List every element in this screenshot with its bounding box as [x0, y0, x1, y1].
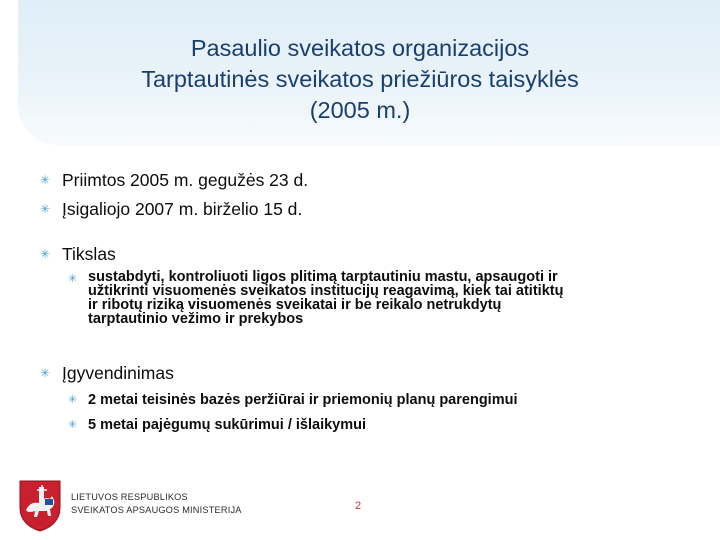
star-bullet-icon: ✳ — [40, 247, 51, 261]
title-line-1: Pasaulio sveikatos organizacijos — [190, 35, 530, 61]
lithuanian-coat-of-arms-icon — [17, 478, 63, 533]
sub-bullet-purpose-detail — [68, 270, 563, 326]
star-bullet-icon: ✳ — [40, 366, 51, 380]
purpose-detail-line-1: sustabdyti, kontroliuoti ligos plitimą tarptautiniu mastu, apsaugoti ir — [88, 269, 558, 285]
logo-text — [71, 491, 242, 517]
bullet-effective — [40, 198, 302, 220]
sub-bullet-implementation-1 — [68, 391, 517, 409]
bullet-adopted — [40, 169, 308, 191]
bullet-purpose-text: Tikslas — [62, 244, 116, 264]
star-bullet-icon: ✳ — [68, 394, 78, 406]
bullet-implementation — [40, 362, 174, 384]
slide-title — [40, 33, 680, 126]
bullet-effective-text: Įsigaliojo 2007 m. birželio 15 d. — [62, 199, 303, 219]
star-bullet-icon: ✳ — [40, 202, 51, 216]
logo-line-2: SVEIKATOS APSAUGOS MINISTERIJA — [71, 505, 242, 515]
title-line-3: (2005 m.) — [309, 97, 411, 123]
purpose-detail-line-2: užtikrinti visuomenės sveikatos institucijų reagavimą, kiek tai atitiktų — [88, 283, 564, 299]
page-number: 2 — [355, 500, 362, 512]
star-bullet-icon: ✳ — [40, 173, 51, 187]
purpose-detail-line-4: tarptautinio vežimo ir prekybos — [88, 311, 304, 327]
bullet-adopted-text: Priimtos 2005 m. gegužės 23 d. — [62, 170, 309, 190]
bullet-purpose — [40, 243, 116, 265]
purpose-detail-text — [88, 270, 563, 326]
ministry-logo — [17, 478, 287, 533]
bullet-implementation-text: Įgyvendinimas — [62, 363, 174, 383]
title-line-2: Tarptautinės sveikatos priežiūros taisyklės — [141, 66, 579, 92]
implementation-item-text: 5 metai pajėgumų sukūrimui / išlaikymui — [88, 417, 367, 433]
purpose-detail-line-3: ir ribotų riziką visuomenės sveikatai ir be reikalo netrukdytų — [88, 297, 502, 313]
star-bullet-icon: ✳ — [68, 273, 78, 285]
logo-line-1: LIETUVOS RESPUBLIKOS — [71, 492, 188, 502]
sub-bullet-implementation-2 — [68, 416, 366, 434]
implementation-item-text: 2 metai teisinės bazės peržiūrai ir priemonių planų parengimui — [88, 392, 518, 408]
star-bullet-icon: ✳ — [68, 419, 78, 431]
